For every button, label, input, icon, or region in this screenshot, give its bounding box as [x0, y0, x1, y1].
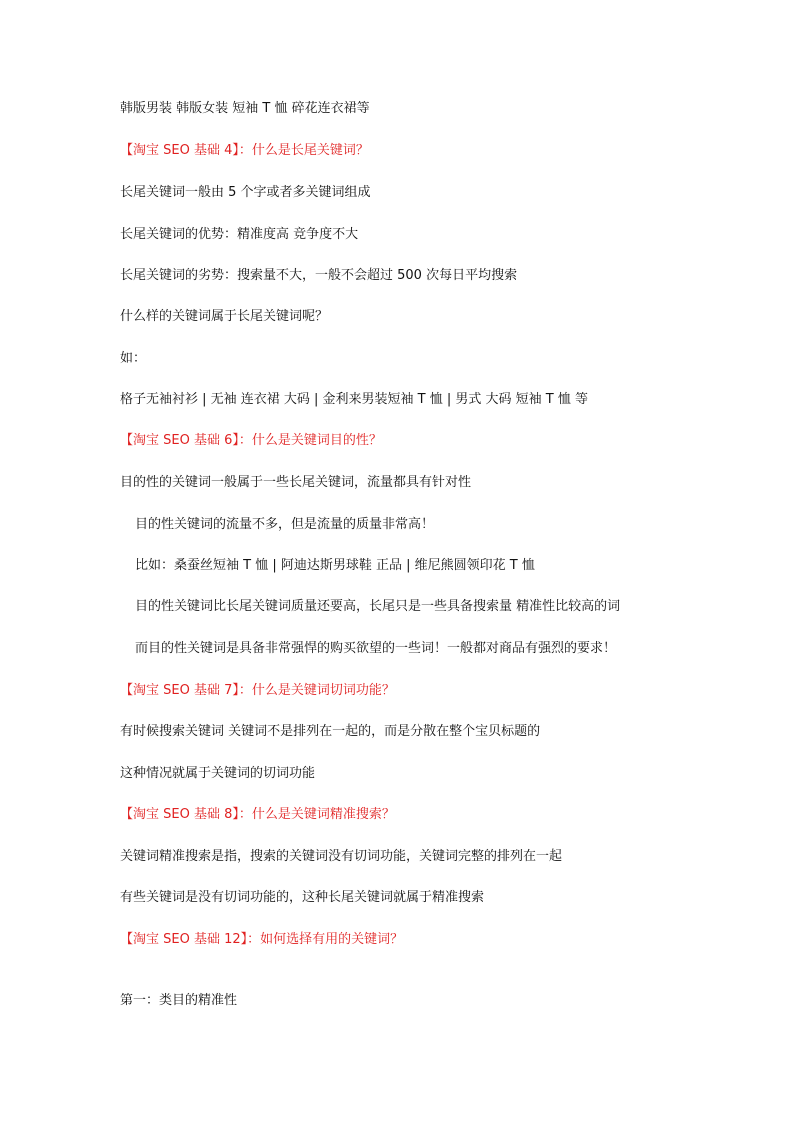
paragraph-line: 目的性关键词的流量不多，但是流量的质量非常高！ — [135, 517, 435, 532]
paragraph-line: 第一：类目的精准性 — [120, 993, 238, 1008]
section-heading: 【淘宝 SEO 基础 4】：什么是长尾关键词？ — [120, 143, 369, 158]
paragraph-line: 长尾关键词的劣势：搜索量不大，一般不会超过 500 次每日平均搜索 — [120, 268, 518, 283]
paragraph-line: 这种情况就属于关键词的切词功能 — [120, 766, 316, 781]
paragraph-line: 长尾关键词的优势：精准度高 竞争度不大 — [120, 227, 359, 242]
paragraph-line: 比如：桑蚕丝短袖 T 恤 | 阿迪达斯男球鞋 正品 | 维尼熊圆领印花 T 恤 — [135, 558, 535, 573]
paragraph-line: 而目的性关键词是具备非常强悍的购买欲望的一些词！一般都对商品有强烈的要求！ — [135, 641, 617, 656]
paragraph-line: 目的性的关键词一般属于一些长尾关键词，流量都具有针对性 — [120, 475, 472, 490]
paragraph-line: 格子无袖衬衫 | 无袖 连衣裙 大码 | 金利来男装短袖 T 恤 | 男式 大码 短袖 T 恤 等 — [120, 392, 589, 407]
paragraph-line: 目的性关键词比长尾关键词质量还要高，长尾只是一些具备搜索量 精准性比较高的词 — [135, 599, 621, 614]
paragraph-line: 韩版男装 韩版女装 短袖 T 恤 碎花连衣裙等 — [120, 101, 370, 116]
paragraph-line: 什么样的关键词属于长尾关键词呢？ — [120, 309, 329, 324]
paragraph-line: 如： — [120, 351, 147, 366]
section-heading: 【淘宝 SEO 基础 12】：如何选择有用的关键词？ — [120, 932, 404, 947]
paragraph-line: 关键词精准搜索是指，搜索的关键词没有切词功能，关键词完整的排列在一起 — [120, 849, 563, 864]
section-heading: 【淘宝 SEO 基础 6】：什么是关键词目的性？ — [120, 433, 382, 448]
paragraph-line: 有些关键词是没有切词功能的，这种长尾关键词就属于精准搜索 — [120, 890, 485, 905]
paragraph-line: 有时候搜索关键词 关键词不是排列在一起的，而是分散在整个宝贝标题的 — [120, 724, 541, 739]
section-heading: 【淘宝 SEO 基础 7】：什么是关键词切词功能？ — [120, 683, 395, 698]
section-heading: 【淘宝 SEO 基础 8】：什么是关键词精准搜索？ — [120, 807, 395, 822]
paragraph-line: 长尾关键词一般由 5 个字或者多关键词组成 — [120, 185, 371, 200]
